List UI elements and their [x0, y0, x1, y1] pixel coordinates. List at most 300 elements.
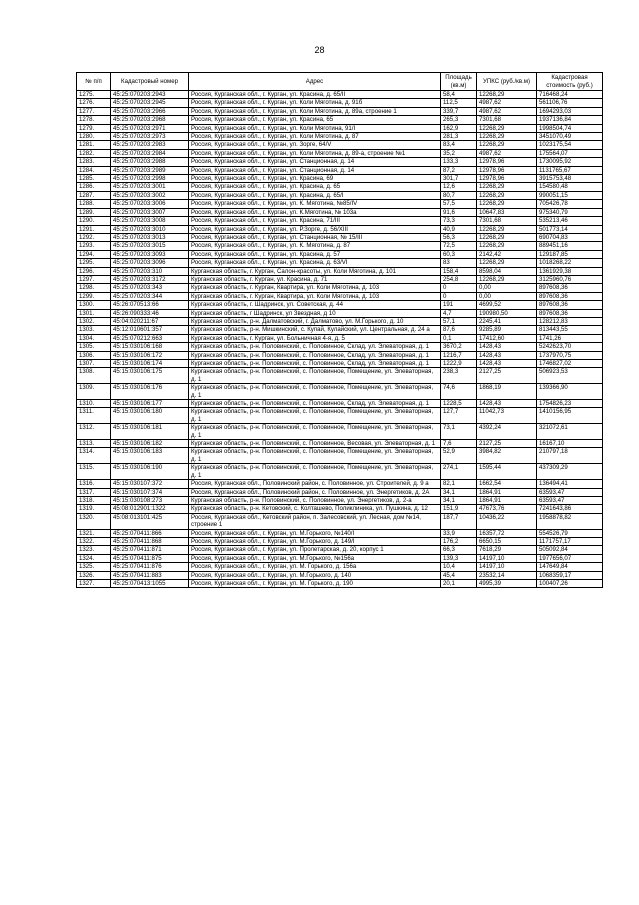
- upks-cell: 0,00: [477, 284, 537, 292]
- cadastral-value-cell: 554526,79: [537, 529, 603, 537]
- upks-cell: 2127,25: [477, 440, 537, 448]
- row-index-cell: 1317.: [77, 488, 111, 496]
- table-row: [77, 579, 603, 587]
- table-body: [77, 91, 603, 588]
- upks-cell: 1864,91: [477, 496, 537, 504]
- row-index-cell: 1282.: [77, 149, 111, 157]
- cadastral-number-cell: 45:25:070411:866: [111, 529, 189, 537]
- table-header-row: [77, 73, 603, 91]
- area-cell: 91,6: [441, 208, 477, 216]
- cadastral-number-cell: 45:25:070203:3015: [111, 242, 189, 250]
- cadastral-number-cell: 45:15:030107:374: [111, 488, 189, 496]
- table-row: [77, 529, 603, 537]
- cadastral-value-cell: 437309,29: [537, 464, 603, 480]
- address-cell: Россия, Курганская обл., г. Курган, ул. Красина, д. 63/VI: [189, 259, 441, 267]
- upks-cell: 23532,14: [477, 571, 537, 579]
- table-row: [77, 183, 603, 191]
- area-cell: 87,6: [441, 326, 477, 334]
- row-index-cell: 1284.: [77, 166, 111, 174]
- cadastral-value-cell: 1730095,92: [537, 158, 603, 166]
- cadastral-number-cell: 45:12:010601:357: [111, 326, 189, 334]
- table-row: [77, 267, 603, 275]
- cadastral-number-cell: 45:25:070203:3002: [111, 191, 189, 199]
- row-index-cell: 1302.: [77, 317, 111, 325]
- table-row: [77, 116, 603, 124]
- upks-cell: 1428,43: [477, 360, 537, 368]
- address-cell: Курганская область, р-н. Половинский, с. Половинное, Помещение, ул. Элеваторная, д. 1: [189, 408, 441, 424]
- address-cell: Россия, Курганская обл., г. Курган, ул. Станционная, д. 14: [189, 166, 441, 174]
- cadastral-table-container: [76, 72, 602, 588]
- upks-cell: 1595,44: [477, 464, 537, 480]
- cadastral-value-cell: 1131765,67: [537, 166, 603, 174]
- cadastral-number-cell: 45:25:070203:3013: [111, 233, 189, 241]
- upks-cell: 1428,43: [477, 343, 537, 351]
- cadastral-table: [76, 72, 603, 588]
- table-row: [77, 513, 603, 529]
- cadastral-number-cell: 45:25:070203:2984: [111, 149, 189, 157]
- cadastral-value-cell: 3915753,48: [537, 175, 603, 183]
- table-row: [77, 301, 603, 309]
- cadastral-value-cell: 210797,18: [537, 448, 603, 464]
- cadastral-number-cell: 45:25:070411:868: [111, 537, 189, 545]
- cadastral-value-cell: 535213,46: [537, 217, 603, 225]
- row-index-cell: 1294.: [77, 250, 111, 258]
- cadastral-number-cell: 45:15:030106:175: [111, 368, 189, 384]
- address-cell: Россия, Курганская обл., г. Курган, ул. Коли Мяготина, 91/I: [189, 124, 441, 132]
- cadastral-number-cell: 45:08:012901:1322: [111, 505, 189, 513]
- area-cell: 12,6: [441, 183, 477, 191]
- cadastral-number-cell: 45:25:070411:875: [111, 554, 189, 562]
- table-row: [77, 191, 603, 199]
- area-cell: 238,3: [441, 368, 477, 384]
- area-cell: 45,4: [441, 571, 477, 579]
- cadastral-value-cell: 897608,36: [537, 301, 603, 309]
- area-cell: 34,1: [441, 488, 477, 496]
- area-cell: 254,8: [441, 275, 477, 283]
- row-index-cell: 1309.: [77, 384, 111, 400]
- row-index-cell: 1280.: [77, 133, 111, 141]
- address-cell: Курганская область, р-н. Половинский, с. Половинное, Помещение, ул. Элеваторная, д. 1: [189, 448, 441, 464]
- address-cell: Россия, Курганская обл., г. Курган, ул. М. Горького, д. 190: [189, 579, 441, 587]
- address-cell: Курганская область, р-н. Кетовский, с. Колташево, Поликлиника, ул. Пушкина, д. 12: [189, 505, 441, 513]
- cadastral-value-cell: 63593,47: [537, 488, 603, 496]
- address-cell: Курганская область, р-н. Половинский, с. Половинное, Склад, ул. Элеваторная, д. 1: [189, 360, 441, 368]
- address-cell: Россия, Курганская обл., г. Курган, ул. Красина, д. 57: [189, 250, 441, 258]
- upks-cell: 4987,62: [477, 107, 537, 115]
- upks-cell: 16357,72: [477, 529, 537, 537]
- address-cell: Россия, Курганская обл., г. Курган, ул. Красина, д. 65: [189, 183, 441, 191]
- table-row: [77, 259, 603, 267]
- address-cell: Курганская область, р-н. Половинский, с. Половинное, Склад, ул. Элеваторная, д. 1: [189, 351, 441, 359]
- area-cell: 0: [441, 292, 477, 300]
- area-cell: 151,9: [441, 505, 477, 513]
- area-cell: 10,4: [441, 563, 477, 571]
- cadastral-number-cell: 45:25:070203:2998: [111, 175, 189, 183]
- address-cell: Россия, Курганская обл., Кетовский район, п. Залесовский, ул. Лесная, дом №14, строение 1: [189, 513, 441, 529]
- row-index-cell: 1304.: [77, 334, 111, 342]
- cadastral-value-cell: 1754826,23: [537, 400, 603, 408]
- address-cell: Курганская область, г. Курган, Квартира, ул. Коли Мяготина, д. 103: [189, 292, 441, 300]
- cadastral-value-cell: 1977656,07: [537, 554, 603, 562]
- table-row: [77, 309, 603, 317]
- row-index-cell: 1318.: [77, 496, 111, 504]
- cadastral-value-cell: 321072,61: [537, 424, 603, 440]
- upks-cell: 8598,04: [477, 267, 537, 275]
- header-cadastral-value: Кадастровая стоимость (руб.): [537, 73, 603, 91]
- cadastral-value-cell: 716468,24: [537, 91, 603, 99]
- upks-cell: 0,00: [477, 292, 537, 300]
- row-index-cell: 1297.: [77, 275, 111, 283]
- row-index-cell: 1296.: [77, 267, 111, 275]
- area-cell: 35,2: [441, 149, 477, 157]
- area-cell: 20,1: [441, 579, 477, 587]
- address-cell: Курганская область, р-н. Половинский, с. Половинное, Весовая, ул. Элеваторная, д. 1: [189, 440, 441, 448]
- cadastral-number-cell: 45:15:030106:190: [111, 464, 189, 480]
- cadastral-number-cell: 45:15:030106:183: [111, 448, 189, 464]
- cadastral-value-cell: 175564,07: [537, 149, 603, 157]
- address-cell: Россия, Курганская обл., г. Курган, ул. М.Горького, д. 149/I: [189, 537, 441, 545]
- area-cell: 83: [441, 259, 477, 267]
- cadastral-value-cell: 1958878,82: [537, 513, 603, 529]
- cadastral-value-cell: 147649,84: [537, 563, 603, 571]
- area-cell: 127,7: [441, 408, 477, 424]
- cadastral-value-cell: 3125960,76: [537, 275, 603, 283]
- address-cell: Россия, Курганская обл., г. Курган, ул. Коли Мяготина, д. 91б: [189, 99, 441, 107]
- upks-cell: 4987,62: [477, 99, 537, 107]
- cadastral-number-cell: 45:25:070203:2971: [111, 124, 189, 132]
- cadastral-value-cell: 1937136,84: [537, 116, 603, 124]
- table-row: [77, 166, 603, 174]
- upks-cell: 190980,50: [477, 309, 537, 317]
- upks-cell: 1864,91: [477, 488, 537, 496]
- cadastral-value-cell: 139366,90: [537, 384, 603, 400]
- upks-cell: 2127,25: [477, 368, 537, 384]
- address-cell: Россия, Курганская обл., Половинский район, с. Половинное, ул. Строителей, д. 9 а: [189, 480, 441, 488]
- cadastral-number-cell: 45:15:030106:177: [111, 400, 189, 408]
- upks-cell: 4995,39: [477, 579, 537, 587]
- table-row: [77, 292, 603, 300]
- address-cell: Россия, Курганская обл., г. Курган, ул. Коли Мяготина, д. 89-а, строение №1: [189, 149, 441, 157]
- table-row: [77, 440, 603, 448]
- cadastral-number-cell: 45:25:070203:343: [111, 284, 189, 292]
- area-cell: 176,2: [441, 537, 477, 545]
- area-cell: 66,3: [441, 546, 477, 554]
- row-index-cell: 1276.: [77, 99, 111, 107]
- cadastral-number-cell: 45:04:020211:67: [111, 317, 189, 325]
- row-index-cell: 1298.: [77, 284, 111, 292]
- cadastral-value-cell: 1741,26: [537, 334, 603, 342]
- upks-cell: 12268,29: [477, 200, 537, 208]
- table-row: [77, 175, 603, 183]
- area-cell: 3670,2: [441, 343, 477, 351]
- cadastral-number-cell: 45:25:070411:883: [111, 571, 189, 579]
- cadastral-number-cell: 45:15:030106:182: [111, 440, 189, 448]
- cadastral-number-cell: 45:25:070203:3006: [111, 200, 189, 208]
- table-row: [77, 464, 603, 480]
- upks-cell: 7301,68: [477, 217, 537, 225]
- upks-cell: 14197,10: [477, 563, 537, 571]
- table-row: [77, 91, 603, 99]
- upks-cell: 17412,60: [477, 334, 537, 342]
- row-index-cell: 1305.: [77, 343, 111, 351]
- address-cell: Курганская область, г Шадринск, ул Звездная, д 10: [189, 309, 441, 317]
- cadastral-value-cell: 1361929,38: [537, 267, 603, 275]
- table-row: [77, 546, 603, 554]
- row-index-cell: 1285.: [77, 175, 111, 183]
- table-row: [77, 563, 603, 571]
- upks-cell: 2245,41: [477, 317, 537, 325]
- row-index-cell: 1283.: [77, 158, 111, 166]
- cadastral-value-cell: 1171757,17: [537, 537, 603, 545]
- table-row: [77, 424, 603, 440]
- upks-cell: 4699,52: [477, 301, 537, 309]
- area-cell: 274,1: [441, 464, 477, 480]
- address-cell: Россия, Курганская обл., г. Курган, ул. К. Мяготина, д. 87: [189, 242, 441, 250]
- row-index-cell: 1324.: [77, 554, 111, 562]
- address-cell: Курганская область, р-н. Далматовский, г. Далматово, ул. М.Горького, д. 10: [189, 317, 441, 325]
- table-row: [77, 275, 603, 283]
- upks-cell: 6650,15: [477, 537, 537, 545]
- cadastral-number-cell: 45:15:030106:168: [111, 343, 189, 351]
- row-index-cell: 1327.: [77, 579, 111, 587]
- row-index-cell: 1287.: [77, 191, 111, 199]
- row-index-cell: 1316.: [77, 480, 111, 488]
- table-row: [77, 149, 603, 157]
- cadastral-value-cell: 5242623,70: [537, 343, 603, 351]
- address-cell: Курганская область, р-н. Половинский, с. Половинное, Помещение, ул. Элеваторная, д. 1: [189, 384, 441, 400]
- cadastral-value-cell: 1410156,95: [537, 408, 603, 424]
- cadastral-number-cell: 45:25:070203:3008: [111, 217, 189, 225]
- cadastral-number-cell: 45:15:030106:176: [111, 384, 189, 400]
- cadastral-number-cell: 45:15:030108:273: [111, 496, 189, 504]
- address-cell: Россия, Курганская обл., г. Курган, ул. К. Мяготина, №85/IV: [189, 200, 441, 208]
- table-row: [77, 107, 603, 115]
- cadastral-number-cell: 45:25:070203:3096: [111, 259, 189, 267]
- cadastral-value-cell: 128212,83: [537, 317, 603, 325]
- row-index-cell: 1310.: [77, 400, 111, 408]
- area-cell: 1228,5: [441, 400, 477, 408]
- address-cell: Курганская область, р-н. Половинский, с. Половинное, Помещение, ул. Элеваторная, д. 1: [189, 424, 441, 440]
- row-index-cell: 1275.: [77, 91, 111, 99]
- upks-cell: 12978,96: [477, 175, 537, 183]
- area-cell: 265,3: [441, 116, 477, 124]
- row-index-cell: 1278.: [77, 116, 111, 124]
- row-index-cell: 1312.: [77, 424, 111, 440]
- cadastral-number-cell: 45:25:070203:2988: [111, 158, 189, 166]
- table-row: [77, 480, 603, 488]
- area-cell: 0: [441, 284, 477, 292]
- table-row: [77, 242, 603, 250]
- row-index-cell: 1300.: [77, 301, 111, 309]
- area-cell: 74,6: [441, 384, 477, 400]
- upks-cell: 10647,83: [477, 208, 537, 216]
- upks-cell: 4392,24: [477, 424, 537, 440]
- table-row: [77, 368, 603, 384]
- row-index-cell: 1303.: [77, 326, 111, 334]
- upks-cell: 10436,22: [477, 513, 537, 529]
- cadastral-number-cell: 45:15:030106:181: [111, 424, 189, 440]
- header-area: Площадь (кв.м): [441, 73, 477, 91]
- row-index-cell: 1307.: [77, 360, 111, 368]
- upks-cell: 1428,43: [477, 400, 537, 408]
- address-cell: Россия, Курганская обл., г. Курган, ул. Зорге, 64/V: [189, 141, 441, 149]
- area-cell: 57,1: [441, 317, 477, 325]
- address-cell: Курганская область, г. Шадринск, ул. Советская, д. 44: [189, 301, 441, 309]
- area-cell: 58,4: [441, 91, 477, 99]
- row-index-cell: 1325.: [77, 563, 111, 571]
- cadastral-number-cell: 45:25:070203:3007: [111, 208, 189, 216]
- upks-cell: 12268,29: [477, 183, 537, 191]
- cadastral-value-cell: 3451070,49: [537, 133, 603, 141]
- cadastral-value-cell: 897608,36: [537, 309, 603, 317]
- upks-cell: 12268,29: [477, 124, 537, 132]
- upks-cell: 7301,68: [477, 116, 537, 124]
- cadastral-number-cell: 45:25:070203:310: [111, 267, 189, 275]
- area-cell: 162,9: [441, 124, 477, 132]
- table-row: [77, 326, 603, 334]
- address-cell: Россия, Курганская обл., г. Курган, ул. М. Горького, д. 156а: [189, 563, 441, 571]
- table-row: [77, 99, 603, 107]
- area-cell: 72,5: [441, 242, 477, 250]
- area-cell: 73,3: [441, 217, 477, 225]
- cadastral-value-cell: 975340,79: [537, 208, 603, 216]
- cadastral-number-cell: 45:25:070203:344: [111, 292, 189, 300]
- address-cell: Россия, Курганская обл., г. Курган, ул. М.Горького, д. 140: [189, 571, 441, 579]
- row-index-cell: 1313.: [77, 440, 111, 448]
- cadastral-value-cell: 136494,41: [537, 480, 603, 488]
- area-cell: 4,7: [441, 309, 477, 317]
- area-cell: 56,3: [441, 233, 477, 241]
- address-cell: Россия, Курганская обл., г. Курган, ул. Коли Мяготина, д. 87: [189, 133, 441, 141]
- area-cell: 57,5: [441, 200, 477, 208]
- table-row: [77, 343, 603, 351]
- address-cell: Курганская область, р-н. Половинский, с. Половинное, Помещение, ул. Элеваторная, д. 1: [189, 464, 441, 480]
- address-cell: Россия, Курганская обл., г. Курган, ул. Станционная, № 15/III: [189, 233, 441, 241]
- address-cell: Россия, Курганская обл., г. Курган, ул. Коли Мяготина, д. 89а, строение 1: [189, 107, 441, 115]
- table-row: [77, 284, 603, 292]
- area-cell: 80,7: [441, 191, 477, 199]
- address-cell: Курганская область, г. Курган, ул. Больничная 4-я, д. 5: [189, 334, 441, 342]
- address-cell: Россия, Курганская обл., г. Курган, ул. Р.Зорге, д. 56/XIII: [189, 225, 441, 233]
- upks-cell: 1662,54: [477, 480, 537, 488]
- table-row: [77, 351, 603, 359]
- table-row: [77, 200, 603, 208]
- table-row: [77, 408, 603, 424]
- address-cell: Курганская область, г. Курган, Салон-красоты, ул. Коли Мяготина, д. 101: [189, 267, 441, 275]
- upks-cell: 12268,29: [477, 233, 537, 241]
- cadastral-number-cell: 45:25:070203:2989: [111, 166, 189, 174]
- table-row: [77, 537, 603, 545]
- cadastral-value-cell: 561106,76: [537, 99, 603, 107]
- table-row: [77, 141, 603, 149]
- row-index-cell: 1323.: [77, 546, 111, 554]
- area-cell: 87,2: [441, 166, 477, 174]
- table-row: [77, 554, 603, 562]
- area-cell: 34,1: [441, 496, 477, 504]
- table-row: [77, 496, 603, 504]
- cadastral-number-cell: 45:26:070513:66: [111, 301, 189, 309]
- row-index-cell: 1277.: [77, 107, 111, 115]
- area-cell: 187,7: [441, 513, 477, 529]
- cadastral-value-cell: 705426,78: [537, 200, 603, 208]
- upks-cell: 1428,43: [477, 351, 537, 359]
- area-cell: 52,9: [441, 448, 477, 464]
- upks-cell: 9285,89: [477, 326, 537, 334]
- upks-cell: 12268,29: [477, 259, 537, 267]
- address-cell: Курганская область, г. Курган, Квартира, ул. Коли Мяготина, д. 103: [189, 284, 441, 292]
- cadastral-number-cell: 45:25:070203:2966: [111, 107, 189, 115]
- table-row: [77, 571, 603, 579]
- row-index-cell: 1293.: [77, 242, 111, 250]
- row-index-cell: 1301.: [77, 309, 111, 317]
- row-index-cell: 1314.: [77, 448, 111, 464]
- area-cell: 133,3: [441, 158, 477, 166]
- area-cell: 139,3: [441, 554, 477, 562]
- cadastral-value-cell: 63593,47: [537, 496, 603, 504]
- address-cell: Россия, Курганская обл., г. Курган, ул. М.Горького, №156а: [189, 554, 441, 562]
- cadastral-number-cell: 45:25:070203:2943: [111, 91, 189, 99]
- area-cell: 82,1: [441, 480, 477, 488]
- row-index-cell: 1322.: [77, 537, 111, 545]
- area-cell: 0,1: [441, 334, 477, 342]
- cadastral-number-cell: 45:25:070203:2973: [111, 133, 189, 141]
- cadastral-number-cell: 45:25:070203:2968: [111, 116, 189, 124]
- row-index-cell: 1289.: [77, 208, 111, 216]
- cadastral-value-cell: 1746827,02: [537, 360, 603, 368]
- cadastral-value-cell: 154580,48: [537, 183, 603, 191]
- address-cell: Курганская область, г. Курган, ул. Красина, д. 71: [189, 275, 441, 283]
- header-cadastral-number: Кадастровый номер: [111, 73, 189, 91]
- row-index-cell: 1308.: [77, 368, 111, 384]
- cadastral-number-cell: 45:25:070411:876: [111, 563, 189, 571]
- address-cell: Курганская область, р-н. Половинский, с. Половинное, ул. Энергетиков, д. 2-а: [189, 496, 441, 504]
- table-row: [77, 233, 603, 241]
- row-index-cell: 1292.: [77, 233, 111, 241]
- area-cell: 1216,7: [441, 351, 477, 359]
- row-index-cell: 1311.: [77, 408, 111, 424]
- cadastral-number-cell: 45:26:090333:46: [111, 309, 189, 317]
- cadastral-value-cell: 7241643,86: [537, 505, 603, 513]
- area-cell: 73,1: [441, 424, 477, 440]
- table-row: [77, 384, 603, 400]
- cadastral-value-cell: 1737970,75: [537, 351, 603, 359]
- area-cell: 301,7: [441, 175, 477, 183]
- cadastral-number-cell: 45:08:013101:425: [111, 513, 189, 529]
- cadastral-value-cell: 1023175,54: [537, 141, 603, 149]
- cadastral-value-cell: 1694293,03: [537, 107, 603, 115]
- cadastral-value-cell: 1068359,17: [537, 571, 603, 579]
- cadastral-value-cell: 16167,10: [537, 440, 603, 448]
- area-cell: 33,9: [441, 529, 477, 537]
- row-index-cell: 1306.: [77, 351, 111, 359]
- row-index-cell: 1281.: [77, 141, 111, 149]
- cadastral-value-cell: 506923,53: [537, 368, 603, 384]
- table-row: [77, 505, 603, 513]
- row-index-cell: 1291.: [77, 225, 111, 233]
- cadastral-number-cell: 45:15:030107:372: [111, 480, 189, 488]
- row-index-cell: 1279.: [77, 124, 111, 132]
- table-row: [77, 400, 603, 408]
- address-cell: Россия, Курганская обл., Половинский район, с. Половинное, ул. Энергетиков, д. 2А: [189, 488, 441, 496]
- table-row: [77, 334, 603, 342]
- cadastral-number-cell: 45:25:070203:3010: [111, 225, 189, 233]
- upks-cell: 12268,29: [477, 242, 537, 250]
- table-row: [77, 317, 603, 325]
- address-cell: Курганская область, р-н. Половинский, с. Половинное, Склад, ул. Элеваторная, д. 1: [189, 343, 441, 351]
- address-cell: Россия, Курганская обл., г. Курган, ул. Пролетарская, д. 20, корпус 1: [189, 546, 441, 554]
- table-row: [77, 360, 603, 368]
- cadastral-value-cell: 897608,36: [537, 284, 603, 292]
